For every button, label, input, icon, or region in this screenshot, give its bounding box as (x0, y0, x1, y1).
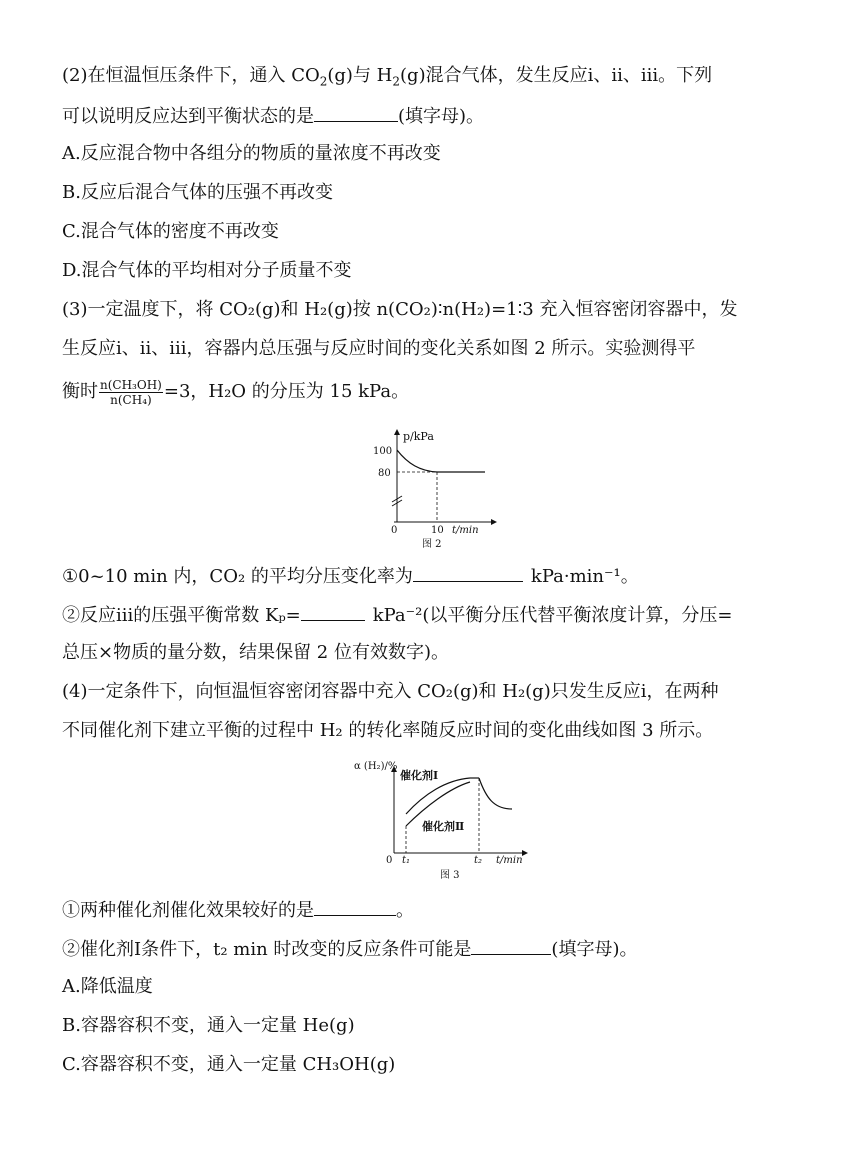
x-tick-t2: t₂ (474, 855, 483, 866)
q4-sub1 (62, 897, 414, 923)
q3-sub2-cont: 总压×物质的量分数，结果保留 2 位有效数字)。 (62, 642, 449, 663)
q2-text-b: (g)与 H (327, 65, 393, 86)
catalyst-1-label: 催化剂Ⅰ (400, 769, 439, 782)
q2-option-d: D.混合气体的平均相对分子质量不变 (62, 260, 352, 281)
q4-sub2 (62, 936, 637, 962)
q3-sub2-answer-blank[interactable] (301, 602, 365, 621)
q2-line1: (2)在恒温恒压条件下，通入 $CO_2(g)$与 $H_2(g)$混合气体，发生反应ⅰ、ⅱ、ⅲ。下列 (62, 65, 713, 89)
q4-line2: 不同催化剂下建立平衡的过程中 H₂ 的转化率随反应时间的变化曲线如图 3 所示。 (62, 720, 714, 741)
q2-hint: (填字母)。 (398, 106, 485, 127)
q4-sub1-text: ①两种催化剂催化效果较好的是 (62, 900, 314, 921)
y-axis-label: p/kPa (403, 430, 434, 443)
catalyst-2-label: 催化剂Ⅱ (422, 820, 465, 833)
x-axis-arrow (491, 519, 497, 525)
y-tick-100: 100 (373, 446, 393, 457)
q4-line1: (4)一定条件下，向恒温恒容密闭容器中充入 CO₂(g)和 H₂(g)只发生反应ⅰ，在两种 (62, 681, 719, 702)
q2-prompt: 可以说明反应达到平衡状态的是 (62, 106, 314, 127)
q2-answer-blank[interactable] (314, 103, 398, 122)
q3-sub2 (62, 602, 732, 628)
q2-line2 (62, 103, 484, 129)
y-axis-label: α (H₂)/% (354, 761, 398, 772)
q3-line2: 生反应ⅰ、ⅱ、ⅲ，容器内总压强与反应时间的变化关系如图 2 所示。实验测得平 (62, 338, 696, 359)
q2-option-c: C.混合气体的密度不再改变 (62, 221, 279, 242)
x-axis-arrow (522, 850, 528, 856)
figure-2-caption: 图 2 (422, 539, 442, 550)
pressure-curve (397, 450, 437, 472)
fraction-numerator: n(CH₃OH) (100, 377, 162, 392)
figure-2-pressure-chart (360, 426, 500, 550)
figure-3-caption: 图 3 (440, 870, 460, 881)
figure-3-conversion-chart (354, 758, 536, 882)
q2-text-a: (2)在恒温恒压条件下，通入 CO (62, 65, 320, 86)
y-tick-80: 80 (378, 468, 391, 479)
q3-sub2-text: ②反应ⅲ的压强平衡常数 Kₚ= (62, 605, 301, 626)
x-axis-label: t/min (496, 855, 523, 866)
q4-sub2-hint: (填字母)。 (551, 939, 638, 960)
q3-line3-tail: =3，H₂O 的分压为 15 kPa。 (163, 381, 410, 402)
post-change-curve (479, 778, 512, 809)
q4-option-b: B.容器容积不变，通入一定量 He(g) (62, 1015, 355, 1036)
q3-line1: (3)一定温度下，将 CO₂(g)和 H₂(g)按 n(CO₂)∶n(H₂)=1∶3 充入恒容密闭容器中，发 (62, 299, 738, 320)
q4-sub2-answer-blank[interactable] (471, 936, 551, 955)
q3-sub1 (62, 563, 639, 589)
mole-ratio-fraction (99, 378, 163, 407)
q3-sub1-text: ①0~10 min 内，CO₂ 的平均分压变化率为 (62, 566, 413, 587)
y-axis-arrow (394, 429, 400, 435)
x-tick-0: 0 (386, 855, 393, 866)
x-axis-label: t/min (452, 525, 479, 536)
q3-line3-text: 衡时 (62, 381, 98, 402)
q2-text-c: (g)混合气体，发生反应ⅰ、ⅱ、ⅲ。下列 (400, 65, 713, 86)
q4-option-c: C.容器容积不变，通入一定量 CH₃OH(g) (62, 1054, 396, 1075)
q3-sub2-unit: kPa⁻²(以平衡分压代替平衡浓度计算，分压= (372, 605, 733, 626)
x-tick-10: 10 (431, 525, 444, 536)
catalyst-1-curve (406, 778, 470, 814)
q4-option-a: A.降低温度 (62, 976, 153, 997)
q2-option-b: B.反应后混合气体的压强不再改变 (62, 182, 333, 203)
q2-option-a: A.反应混合物中各组分的物质的量浓度不再改变 (62, 143, 441, 164)
q4-sub1-answer-blank[interactable] (314, 897, 396, 916)
x-tick-0: 0 (391, 525, 398, 536)
q4-sub1-end: 。 (396, 900, 414, 921)
q3-sub1-unit: kPa·min⁻¹。 (530, 566, 639, 587)
q3-line3 (62, 376, 409, 408)
q3-sub1-answer-blank[interactable] (413, 563, 523, 582)
q4-sub2-text: ②催化剂Ⅰ条件下，t₂ min 时改变的反应条件可能是 (62, 939, 472, 960)
fraction-denominator: n(CH₄) (110, 392, 152, 407)
x-tick-t1: t₁ (402, 855, 411, 866)
